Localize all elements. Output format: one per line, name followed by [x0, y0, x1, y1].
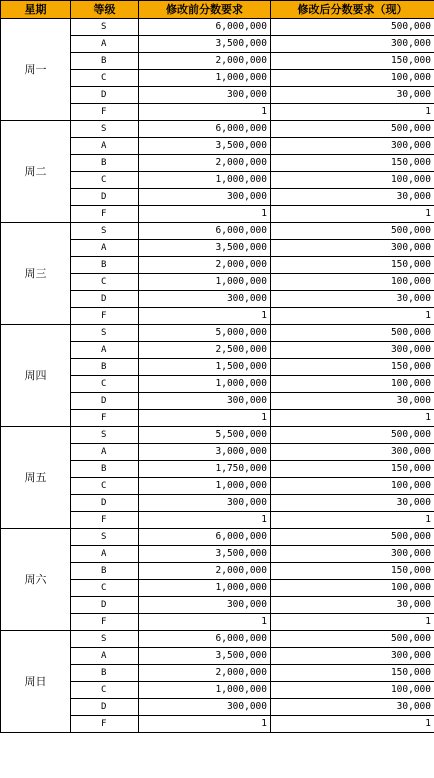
header-before: 修改前分数要求 [139, 1, 271, 19]
after-score-cell: 30,000 [271, 495, 434, 512]
grade-cell: B [71, 461, 139, 478]
before-score-cell: 2,000,000 [139, 563, 271, 580]
before-score-cell: 1 [139, 104, 271, 121]
day-cell: 周日 [1, 631, 71, 733]
after-score-cell: 30,000 [271, 699, 434, 716]
header-grade: 等级 [71, 1, 139, 19]
grade-cell: F [71, 512, 139, 529]
grade-cell: C [71, 172, 139, 189]
grade-cell: B [71, 155, 139, 172]
grade-cell: F [71, 716, 139, 733]
before-score-cell: 1,500,000 [139, 359, 271, 376]
grade-cell: S [71, 223, 139, 240]
grade-cell: C [71, 478, 139, 495]
before-score-cell: 1 [139, 308, 271, 325]
after-score-cell: 100,000 [271, 682, 434, 699]
after-score-cell: 300,000 [271, 36, 434, 53]
grade-cell: B [71, 257, 139, 274]
grade-cell: F [71, 614, 139, 631]
before-score-cell: 1 [139, 614, 271, 631]
after-score-cell: 300,000 [271, 138, 434, 155]
after-score-cell: 30,000 [271, 291, 434, 308]
grade-cell: S [71, 121, 139, 138]
grade-cell: B [71, 359, 139, 376]
after-score-cell: 1 [271, 716, 434, 733]
grade-cell: A [71, 240, 139, 257]
grade-cell: F [71, 206, 139, 223]
before-score-cell: 6,000,000 [139, 223, 271, 240]
before-score-cell: 1,000,000 [139, 580, 271, 597]
before-score-cell: 1 [139, 512, 271, 529]
after-score-cell: 30,000 [271, 189, 434, 206]
day-cell: 周六 [1, 529, 71, 631]
before-score-cell: 300,000 [139, 597, 271, 614]
before-score-cell: 3,500,000 [139, 36, 271, 53]
grade-cell: D [71, 87, 139, 104]
grade-cell: F [71, 308, 139, 325]
before-score-cell: 3,500,000 [139, 138, 271, 155]
after-score-cell: 150,000 [271, 257, 434, 274]
grade-cell: A [71, 36, 139, 53]
before-score-cell: 300,000 [139, 87, 271, 104]
before-score-cell: 5,000,000 [139, 325, 271, 342]
after-score-cell: 150,000 [271, 53, 434, 70]
before-score-cell: 3,500,000 [139, 546, 271, 563]
grade-cell: C [71, 70, 139, 87]
grade-cell: B [71, 53, 139, 70]
before-score-cell: 2,500,000 [139, 342, 271, 359]
before-score-cell: 2,000,000 [139, 53, 271, 70]
grade-cell: A [71, 342, 139, 359]
after-score-cell: 300,000 [271, 444, 434, 461]
grade-cell: D [71, 597, 139, 614]
grade-cell: B [71, 665, 139, 682]
before-score-cell: 1 [139, 206, 271, 223]
grade-cell: A [71, 444, 139, 461]
day-cell: 周二 [1, 121, 71, 223]
grade-cell: F [71, 410, 139, 427]
after-score-cell: 1 [271, 410, 434, 427]
after-score-cell: 1 [271, 614, 434, 631]
after-score-cell: 500,000 [271, 19, 434, 36]
after-score-cell: 100,000 [271, 70, 434, 87]
before-score-cell: 1,000,000 [139, 274, 271, 291]
before-score-cell: 5,500,000 [139, 427, 271, 444]
before-score-cell: 1,750,000 [139, 461, 271, 478]
after-score-cell: 1 [271, 308, 434, 325]
after-score-cell: 300,000 [271, 546, 434, 563]
grade-cell: C [71, 274, 139, 291]
grade-cell: B [71, 563, 139, 580]
before-score-cell: 1 [139, 410, 271, 427]
after-score-cell: 150,000 [271, 359, 434, 376]
before-score-cell: 300,000 [139, 291, 271, 308]
before-score-cell: 300,000 [139, 699, 271, 716]
grade-cell: S [71, 529, 139, 546]
grade-cell: D [71, 393, 139, 410]
grade-cell: D [71, 189, 139, 206]
table-row [1, 19, 434, 36]
grade-cell: D [71, 699, 139, 716]
grade-cell: A [71, 648, 139, 665]
before-score-cell: 2,000,000 [139, 257, 271, 274]
after-score-cell: 100,000 [271, 580, 434, 597]
day-cell: 周五 [1, 427, 71, 529]
after-score-cell: 300,000 [271, 240, 434, 257]
after-score-cell: 30,000 [271, 87, 434, 104]
day-cell: 周三 [1, 223, 71, 325]
grade-cell: S [71, 427, 139, 444]
before-score-cell: 1,000,000 [139, 70, 271, 87]
before-score-cell: 2,000,000 [139, 155, 271, 172]
after-score-cell: 150,000 [271, 563, 434, 580]
before-score-cell: 300,000 [139, 393, 271, 410]
after-score-cell: 500,000 [271, 427, 434, 444]
before-score-cell: 6,000,000 [139, 121, 271, 138]
grade-cell: A [71, 138, 139, 155]
after-score-cell: 300,000 [271, 342, 434, 359]
after-score-cell: 1 [271, 104, 434, 121]
grade-cell: A [71, 546, 139, 563]
grade-cell: C [71, 580, 139, 597]
after-score-cell: 150,000 [271, 461, 434, 478]
after-score-cell: 150,000 [271, 155, 434, 172]
after-score-cell: 100,000 [271, 478, 434, 495]
after-score-cell: 30,000 [271, 597, 434, 614]
header-after: 修改后分数要求（现） [271, 1, 434, 19]
header-day: 星期 [1, 1, 71, 19]
before-score-cell: 2,000,000 [139, 665, 271, 682]
before-score-cell: 300,000 [139, 495, 271, 512]
before-score-cell: 3,000,000 [139, 444, 271, 461]
grade-cell: D [71, 291, 139, 308]
before-score-cell: 3,500,000 [139, 240, 271, 257]
after-score-cell: 1 [271, 512, 434, 529]
day-cell: 周四 [1, 325, 71, 427]
after-score-cell: 500,000 [271, 325, 434, 342]
table-header [1, 1, 434, 19]
table-row [1, 121, 434, 138]
grade-cell: D [71, 495, 139, 512]
table-row [1, 223, 434, 240]
table-body [1, 19, 434, 733]
grade-cell: S [71, 631, 139, 648]
before-score-cell: 1,000,000 [139, 172, 271, 189]
before-score-cell: 6,000,000 [139, 631, 271, 648]
after-score-cell: 30,000 [271, 393, 434, 410]
header-row [1, 1, 434, 19]
after-score-cell: 500,000 [271, 223, 434, 240]
after-score-cell: 300,000 [271, 648, 434, 665]
after-score-cell: 500,000 [271, 631, 434, 648]
table-row [1, 631, 434, 648]
before-score-cell: 300,000 [139, 189, 271, 206]
before-score-cell: 6,000,000 [139, 19, 271, 36]
grade-cell: C [71, 682, 139, 699]
before-score-cell: 1,000,000 [139, 682, 271, 699]
before-score-cell: 1 [139, 716, 271, 733]
table-row [1, 529, 434, 546]
after-score-cell: 100,000 [271, 376, 434, 393]
table-row [1, 427, 434, 444]
before-score-cell: 3,500,000 [139, 648, 271, 665]
grade-cell: C [71, 376, 139, 393]
grade-cell: S [71, 325, 139, 342]
table-row [1, 325, 434, 342]
after-score-cell: 150,000 [271, 665, 434, 682]
before-score-cell: 1,000,000 [139, 478, 271, 495]
after-score-cell: 100,000 [271, 274, 434, 291]
grade-cell: S [71, 19, 139, 36]
after-score-cell: 500,000 [271, 529, 434, 546]
after-score-cell: 100,000 [271, 172, 434, 189]
before-score-cell: 6,000,000 [139, 529, 271, 546]
before-score-cell: 1,000,000 [139, 376, 271, 393]
grade-cell: F [71, 104, 139, 121]
day-cell: 周一 [1, 19, 71, 121]
after-score-cell: 1 [271, 206, 434, 223]
after-score-cell: 500,000 [271, 121, 434, 138]
